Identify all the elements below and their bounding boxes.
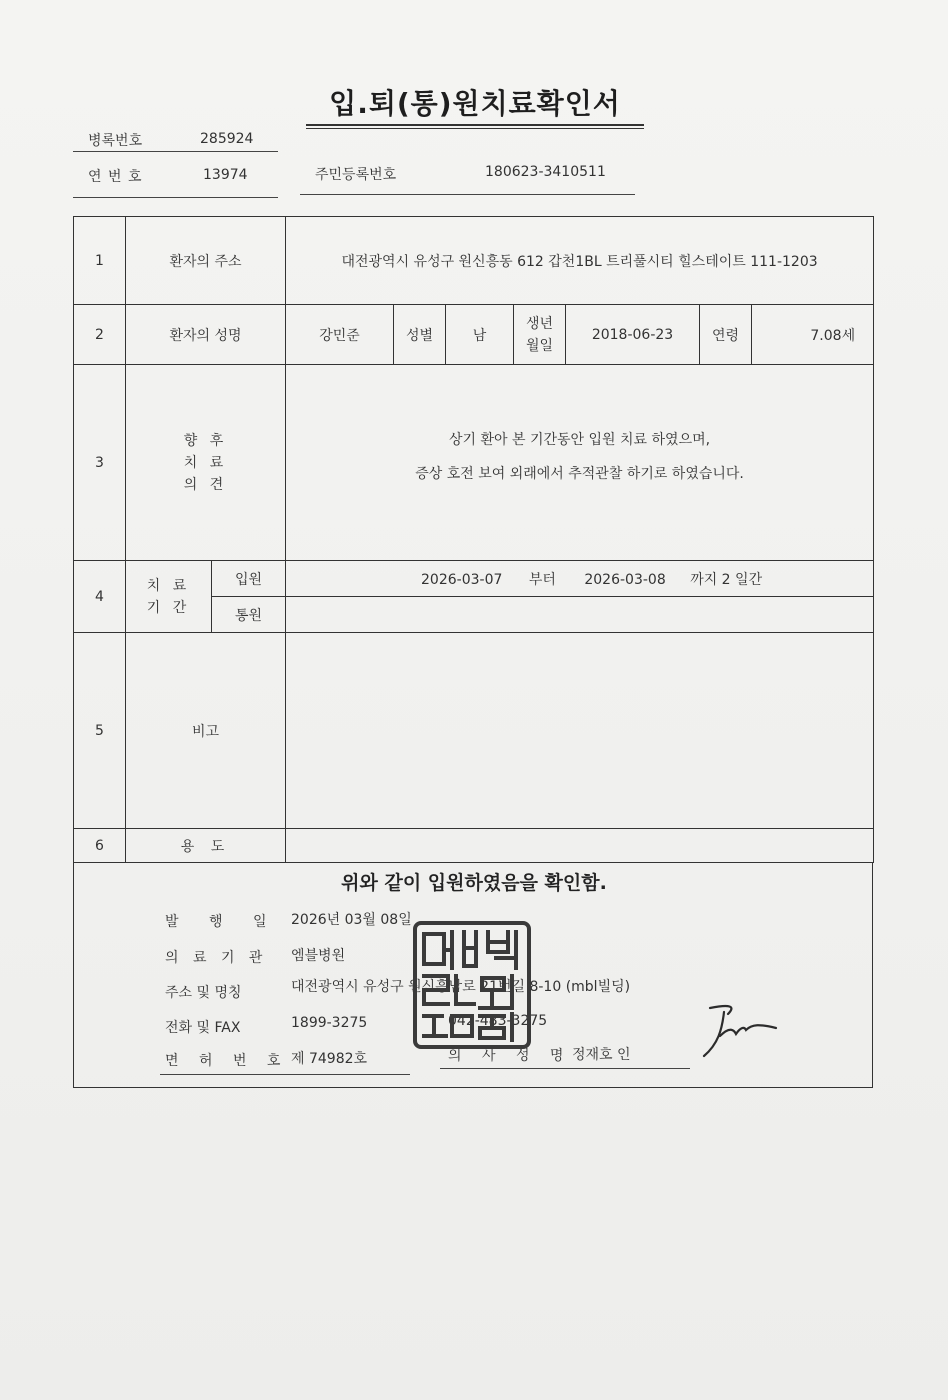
serial-no-value: 13974 (203, 167, 248, 183)
table-row (74, 217, 874, 305)
resident-no-label: 주민등록번호 (315, 167, 397, 183)
remarks-value (286, 633, 874, 829)
inpatient-period (286, 561, 874, 597)
dob-label-line2: 월일 (525, 337, 554, 354)
institution-address-label: 주소 및 명칭 (165, 985, 242, 1001)
row-number: 1 (74, 217, 126, 305)
remarks-label: 비고 (126, 633, 286, 829)
row-number: 3 (74, 365, 126, 561)
resident-no-value: 180623-3410511 (485, 164, 606, 180)
period-to-suffix: 까지 2 일간 (690, 571, 763, 588)
issue-date: 2026년 03월 08일 (291, 912, 412, 928)
purpose-label: 용 도 (126, 829, 286, 863)
issue-date-label: 발 행 일 (165, 914, 280, 930)
table-row (74, 561, 874, 597)
treatment-table (73, 216, 874, 863)
name-label: 환자의 성명 (126, 305, 286, 365)
hospital-seal-icon (412, 920, 532, 1050)
sex-label: 성별 (394, 305, 446, 365)
outpatient-period (286, 597, 874, 633)
period-from-suffix: 부터 (528, 571, 556, 588)
title-underline-thin (306, 128, 644, 129)
patient-age: 7.08세 (752, 305, 874, 365)
institution-name: 엠블병원 (291, 948, 346, 964)
row-number: 2 (74, 305, 126, 365)
table-row (74, 633, 874, 829)
confirmation-statement: 위와 같이 입원하였음을 확인함. (341, 872, 607, 894)
record-no-line (73, 151, 278, 152)
license-underline (160, 1074, 410, 1075)
record-no-value: 285924 (200, 131, 254, 147)
period-label-line: 기 간 (146, 599, 191, 616)
doctor-label: 의 사 성 명 (448, 1048, 572, 1064)
opinion-label-line: 의 견 (183, 476, 228, 493)
inpatient-label: 입원 (212, 561, 286, 597)
opinion-line: 증상 호전 보여 외래에서 추적관찰 하기로 하였습니다. (415, 465, 744, 482)
period-to: 2026-03-08 (584, 571, 666, 588)
doctor-name: 정재호 인 (572, 1047, 631, 1063)
period-from: 2026-03-07 (421, 571, 503, 588)
institution-address: 대전광역시 유성구 원신흥남로 21번길 8-10 (mbl빌딩) (291, 979, 631, 995)
record-no-label: 병록번호 (88, 133, 143, 149)
patient-name: 강민준 (286, 305, 394, 365)
fax-number: 042-483-3275 (448, 1013, 548, 1029)
document-title: 입.퇴(통)원치료확인서 (329, 87, 621, 120)
doctor-signature-icon (700, 1000, 780, 1060)
patient-sex: 남 (446, 305, 514, 365)
table-row (74, 829, 874, 863)
opinion-label-line: 향 후 (183, 432, 228, 449)
table-row (74, 305, 874, 365)
row-number: 4 (74, 561, 126, 633)
opinion-label (126, 365, 286, 561)
period-label-line: 치 료 (146, 577, 191, 594)
institution-label: 의 료 기 관 (165, 950, 268, 966)
patient-address: 대전광역시 유성구 원신흥동 612 갑천1BL 트리풀시티 힐스테이트 111-1203 (286, 217, 874, 305)
row-number: 5 (74, 633, 126, 829)
treatment-opinion (286, 365, 874, 561)
opinion-line: 상기 환아 본 기간동안 입원 치료 하였으며, (449, 431, 711, 448)
phone-fax-label: 전화 및 FAX (165, 1020, 241, 1036)
phone-number: 1899-3275 (291, 1015, 368, 1031)
outpatient-label: 통원 (212, 597, 286, 633)
dob-label (514, 305, 566, 365)
resident-no-line (300, 194, 635, 195)
address-label: 환자의 주소 (126, 217, 286, 305)
patient-dob: 2018-06-23 (566, 305, 700, 365)
age-label: 연령 (700, 305, 752, 365)
license-number: 제 74982호 (291, 1051, 368, 1067)
license-label: 면 허 번 호 (165, 1053, 289, 1069)
title-underline (306, 124, 644, 126)
period-label (126, 561, 212, 633)
purpose-value (286, 829, 874, 863)
opinion-label-line: 치 료 (183, 454, 228, 471)
table-row (74, 365, 874, 561)
serial-no-line (73, 197, 278, 198)
serial-no-label: 연 번 호 (88, 169, 143, 185)
row-number: 6 (74, 829, 126, 863)
doctor-underline (440, 1068, 690, 1069)
dob-label-line1: 생년 (525, 315, 554, 332)
